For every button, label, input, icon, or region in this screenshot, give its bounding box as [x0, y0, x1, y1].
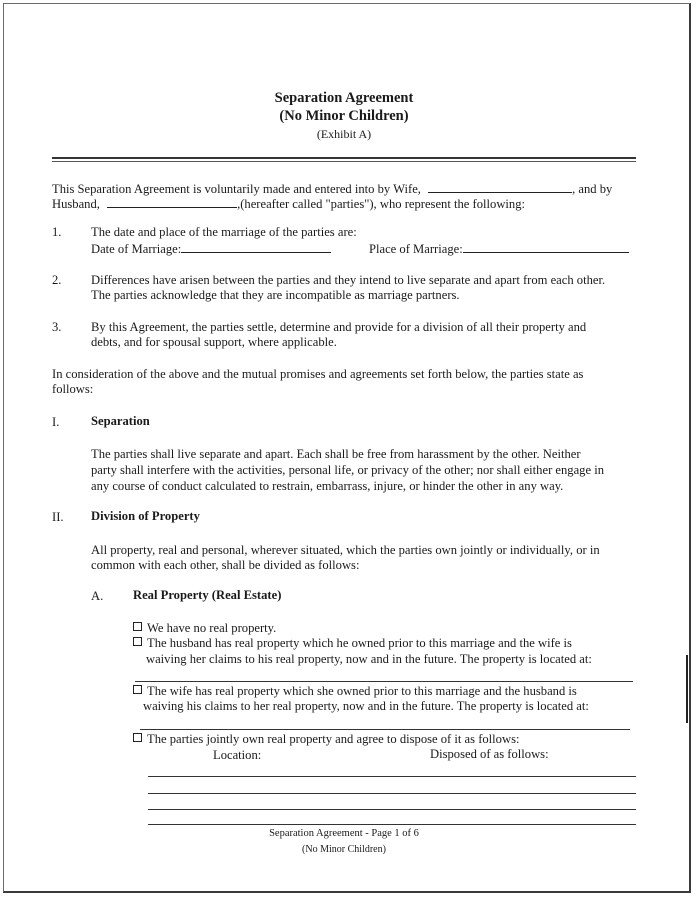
checkbox-no-real-property[interactable] [133, 622, 142, 631]
wife-name-blank[interactable] [428, 180, 572, 193]
section-1-heading: Separation [91, 414, 150, 428]
wife-property-location-blank[interactable] [140, 729, 630, 730]
item-2-line-2: The parties acknowledge that they are incompatible as marriage partners. [91, 288, 460, 302]
item-2-number: 2. [52, 273, 62, 287]
option-joint-property [133, 732, 519, 747]
section-1-line-3: any course of conduct calculated to restrain, embarrass, injure, or hinder the other in any way. [91, 479, 564, 493]
scrollbar-thumb[interactable] [686, 655, 688, 723]
section-1-line-1: The parties shall live separate and apart. Each shall be free from harassment by the other. Neither [91, 447, 581, 461]
option-wife-property [133, 684, 577, 699]
document-subtitle: (No Minor Children) [279, 108, 409, 124]
joint-property-blank-2[interactable] [148, 793, 636, 794]
subsection-a-heading: Real Property (Real Estate) [133, 588, 282, 602]
exhibit-label: (Exhibit A) [316, 127, 372, 141]
date-of-marriage-row [91, 240, 331, 257]
section-2-heading: Division of Property [91, 509, 200, 523]
option-4-text: The parties jointly own real property and agree to dispose of it as follows: [147, 732, 520, 746]
option-2-text-2: waiving her claims to his real property, now and in the future. The property is located at: [146, 652, 592, 666]
joint-property-blank-3[interactable] [148, 809, 636, 810]
option-3-text-2: waiving his claims to her real property, now and in the future. The property is located at: [143, 699, 589, 713]
item-3-line-1: By this Agreement, the parties settle, determine and provide for a division of all their property and [91, 320, 587, 334]
consideration-line-2: follows: [52, 382, 94, 396]
checkbox-wife-property[interactable] [133, 685, 142, 694]
section-1-line-2: party shall interfere with the activities, personal life, or privacy of the other; nor shall either engage in [91, 463, 605, 477]
intro-line-2 [52, 195, 525, 212]
document-title: Separation Agreement [274, 90, 414, 106]
item-2-line-1: Differences have arisen between the parties and they intend to live separate and apart from each other. [91, 273, 606, 287]
item-1-number: 1. [52, 225, 62, 239]
footer-page-label: Separation Agreement - Page 1 of 6 [269, 828, 419, 839]
date-of-marriage-label: Date of Marriage: [91, 242, 182, 256]
place-of-marriage-blank[interactable] [463, 240, 629, 253]
header-rule [52, 157, 636, 159]
husband-property-location-blank[interactable] [135, 681, 633, 682]
item-1-text: The date and place of the marriage of the parties are: [91, 225, 357, 239]
option-3-text-1: The wife has real property which she owned prior to this marriage and the husband is [147, 684, 577, 698]
option-husband-property [133, 636, 572, 651]
footer-subtitle: (No Minor Children) [302, 844, 386, 855]
checkbox-joint-property[interactable] [133, 733, 142, 742]
consideration-line-1: In consideration of the above and the mutual promises and agreements set forth below, the parties state as [52, 367, 584, 381]
header-rule-thin [52, 161, 636, 162]
item-3-number: 3. [52, 320, 62, 334]
husband-label: Husband, [52, 197, 100, 211]
section-1-number: I. [52, 415, 60, 429]
intro-text-end: , and by [572, 182, 613, 196]
option-2-text-1: The husband has real property which he owned prior to this marriage and the wife is [147, 636, 572, 650]
intro-text-2: ,(hereafter called "parties"), who represent the following: [237, 197, 526, 211]
place-of-marriage-label: Place of Marriage: [369, 242, 463, 256]
section-2-number: II. [52, 510, 64, 524]
disposed-label: Disposed of as follows: [430, 747, 549, 761]
item-3-line-2: debts, and for spousal support, where applicable. [91, 335, 337, 349]
checkbox-husband-property[interactable] [133, 637, 142, 646]
section-2-line-1: All property, real and personal, wherever situated, which the parties own jointly or individually, or in [91, 543, 600, 557]
subsection-a-letter: A. [91, 589, 104, 603]
location-label: Location: [213, 748, 262, 762]
option-1-text: We have no real property. [147, 621, 277, 635]
date-of-marriage-blank[interactable] [181, 240, 331, 253]
option-no-real-property [133, 621, 276, 636]
intro-text: This Separation Agreement is voluntarily made and entered into by Wife, [52, 182, 421, 196]
place-of-marriage-row [369, 240, 629, 257]
joint-property-blank-4[interactable] [148, 824, 636, 825]
husband-name-blank[interactable] [107, 195, 237, 208]
joint-property-blank-1[interactable] [148, 776, 636, 777]
section-2-line-2: common with each other, shall be divided as follows: [91, 558, 360, 572]
